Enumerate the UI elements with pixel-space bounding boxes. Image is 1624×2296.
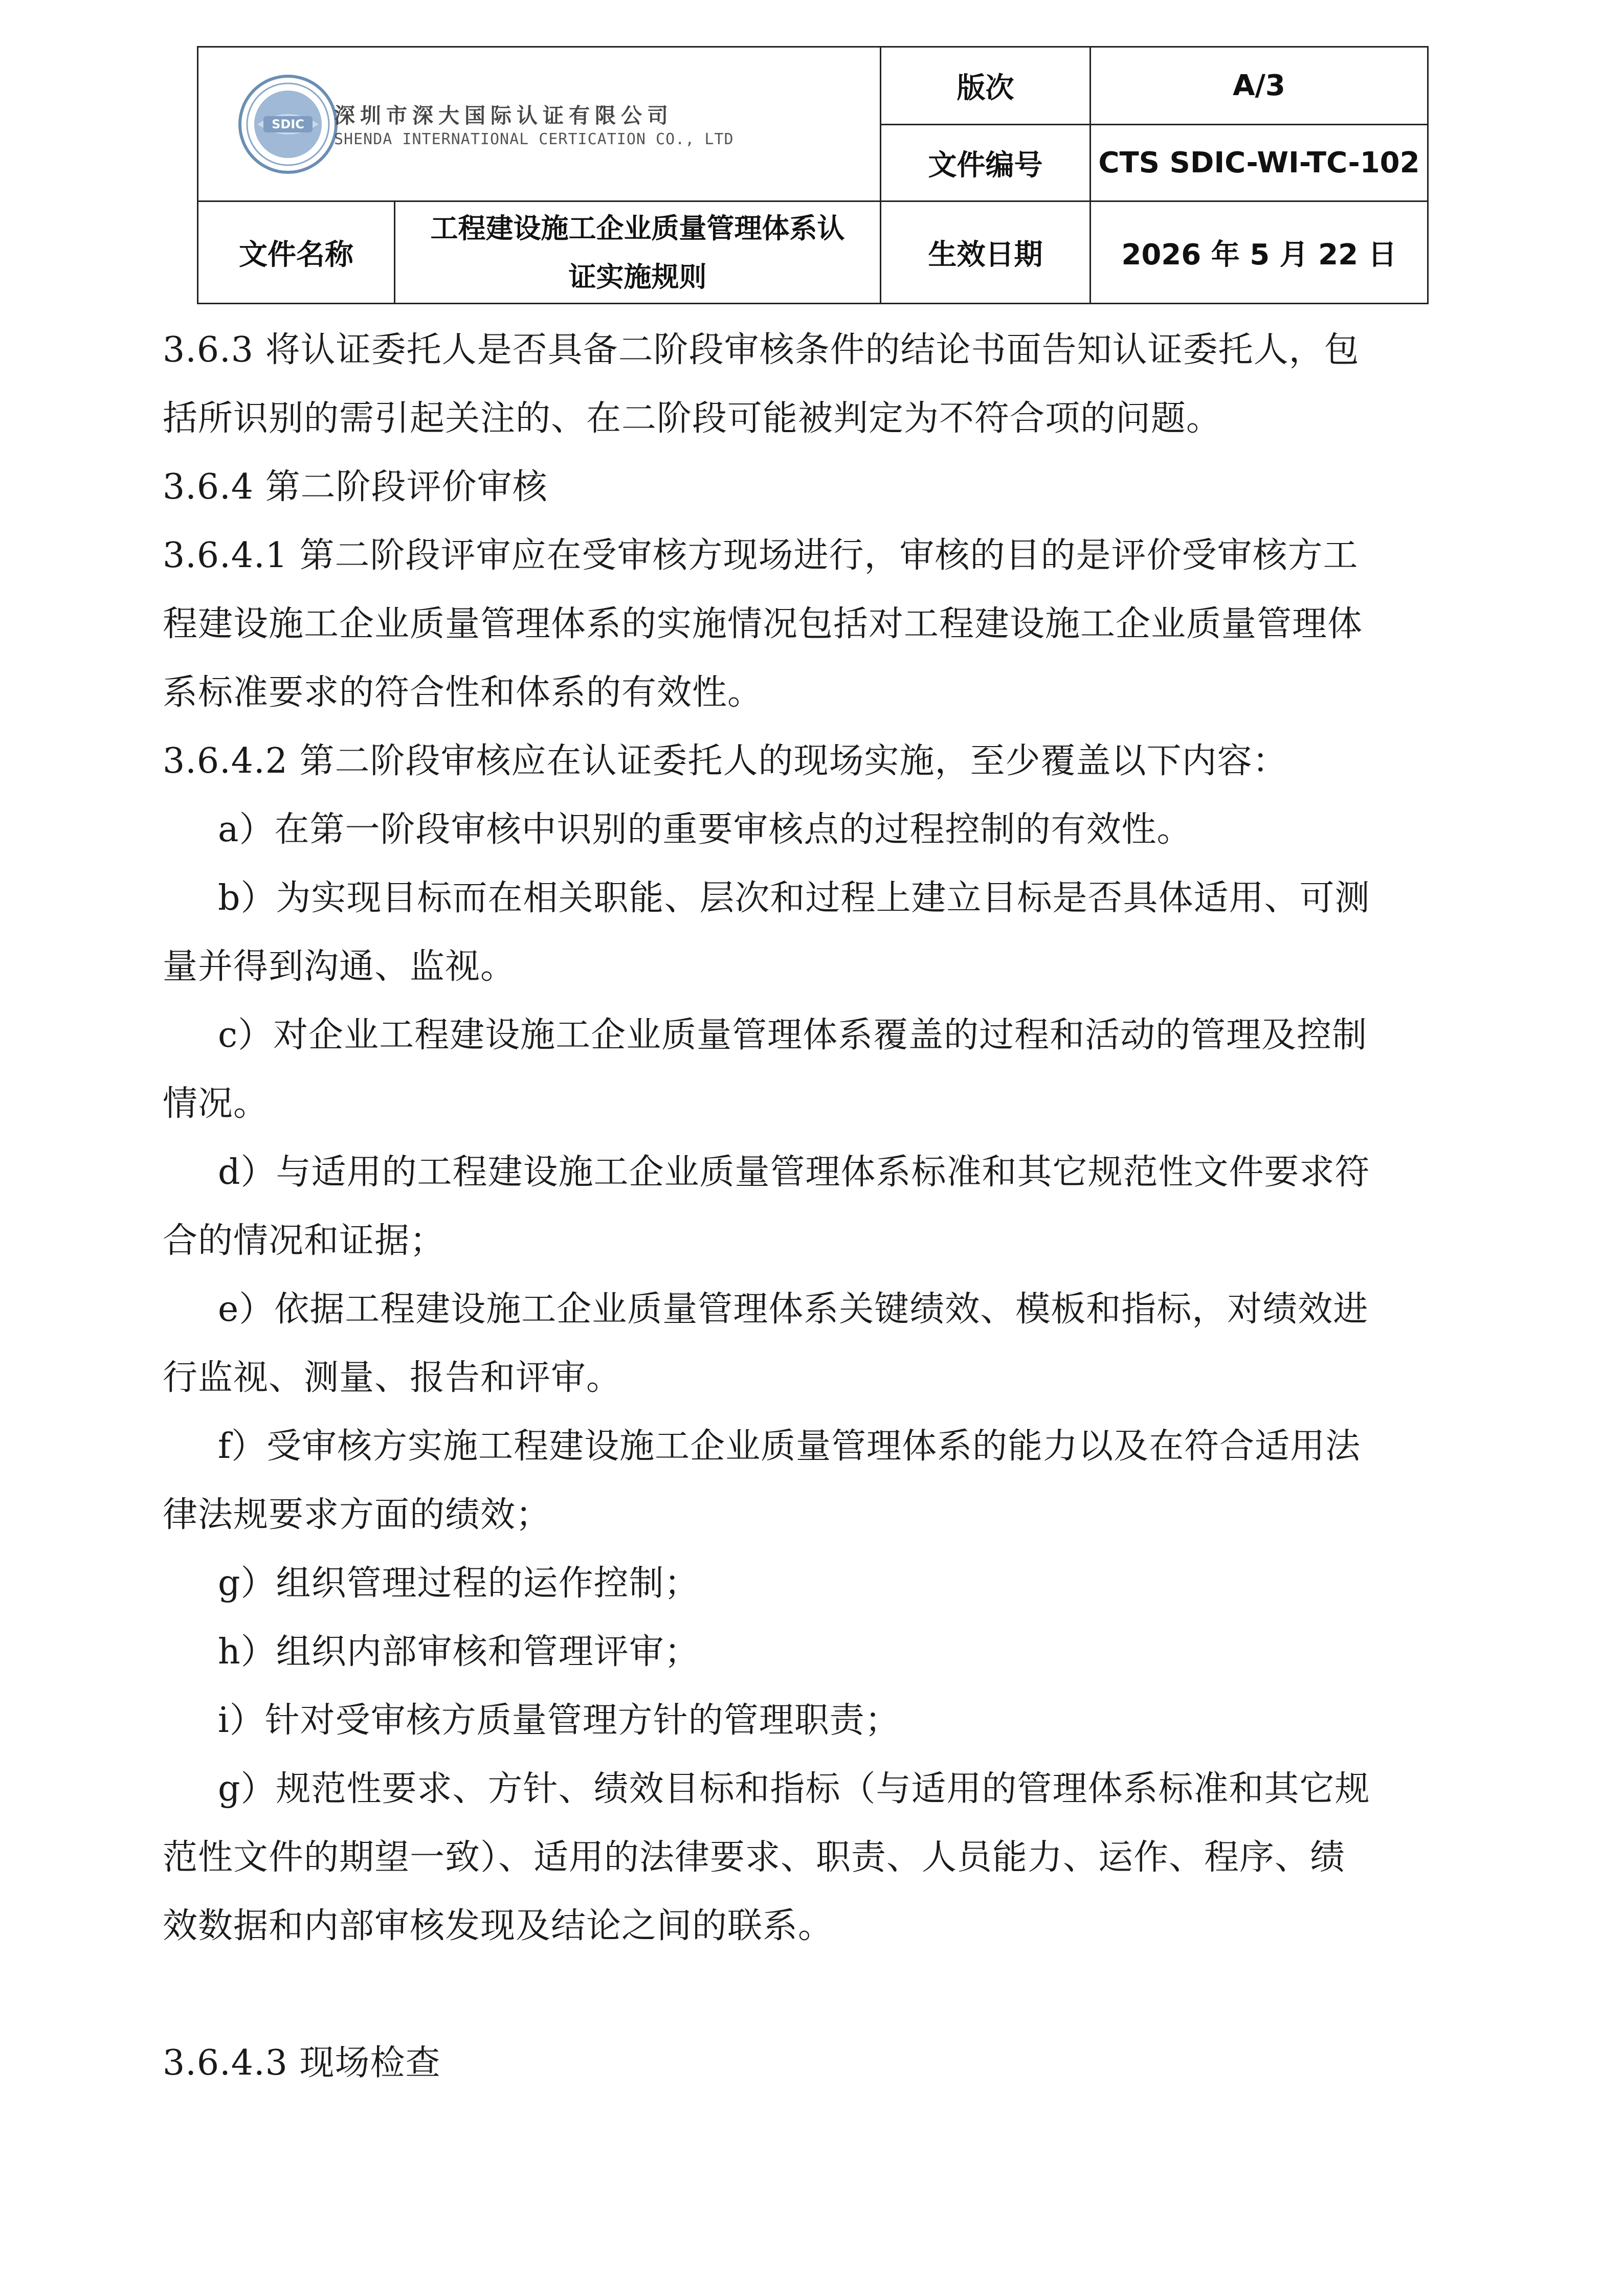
effective-date-value: 2026 年 5 月 22 日 bbox=[1091, 201, 1428, 304]
doc-name-line: 证实施规则 bbox=[568, 260, 707, 293]
list-item-continuation: 律法规要求方面的绩效； bbox=[163, 1495, 551, 1535]
list-item-continuation: 合的情况和证据； bbox=[163, 1221, 446, 1261]
version-value: A/3 bbox=[1091, 47, 1428, 125]
company-name-cn: 深圳市深大国际认证有限公司 bbox=[334, 103, 673, 128]
list-item: a）在第一阶段审核中识别的重要审核点的过程控制的有效性。 bbox=[218, 809, 1192, 850]
doc-name-label: 文件名称 bbox=[198, 201, 395, 304]
section-heading: 3.6.4.3 现场检查 bbox=[163, 2043, 441, 2083]
doc-name-line: 工程建设施工企业质量管理体系认 bbox=[430, 212, 845, 244]
list-item-continuation: 范性文件的期望一致）、适用的法律要求、职责、人员能力、运作、程序、绩 bbox=[163, 1837, 1346, 1878]
body-line: 系标准要求的符合性和体系的有效性。 bbox=[163, 672, 763, 713]
list-item: d）与适用的工程建设施工企业质量管理体系标准和其它规范性文件要求符 bbox=[218, 1152, 1370, 1192]
sdic-logo-icon bbox=[237, 73, 339, 175]
list-item: g）组织管理过程的运作控制； bbox=[218, 1563, 700, 1604]
logo-mark-text: SDIC bbox=[272, 117, 304, 131]
body-line: 3.6.3 将认证委托人是否具备二阶段审核条件的结论书面告知认证委托人，包 bbox=[163, 330, 1360, 370]
list-item-continuation: 效数据和内部审核发现及结论之间的联系。 bbox=[163, 1906, 834, 1946]
list-item-continuation: 量并得到沟通、监视。 bbox=[163, 947, 516, 987]
body-line: 括所识别的需引起关注的、在二阶段可能被判定为不符合项的问题。 bbox=[163, 398, 1222, 439]
body-line: 3.6.4.2 第二阶段审核应在认证委托人的现场实施，至少覆盖以下内容： bbox=[163, 741, 1288, 781]
list-item: e）依据工程建设施工企业质量管理体系关键绩效、模板和指标，对绩效进 bbox=[218, 1289, 1369, 1330]
company-logo bbox=[237, 73, 876, 181]
list-item: c）对企业工程建设施工企业质量管理体系覆盖的过程和活动的管理及控制 bbox=[218, 1015, 1368, 1055]
body-line: 程建设施工企业质量管理体系的实施情况包括对工程建设施工企业质量管理体 bbox=[163, 604, 1363, 644]
effective-date-label: 生效日期 bbox=[881, 201, 1091, 304]
doc-number-value: CTS SDIC-WI-TC-102 bbox=[1091, 125, 1428, 201]
doc-number-label: 文件编号 bbox=[881, 125, 1091, 201]
list-item: h）组织内部审核和管理评审； bbox=[218, 1632, 700, 1672]
document-header-table bbox=[197, 46, 1429, 304]
version-label: 版次 bbox=[881, 47, 1091, 125]
company-name-en: SHENDA INTERNATIONAL CERTICATION CO., LTD bbox=[334, 130, 734, 148]
list-item: i）针对受审核方质量管理方针的管理职责； bbox=[218, 1700, 900, 1741]
list-item: f）受审核方实施工程建设施工企业质量管理体系的能力以及在符合适用法 bbox=[218, 1426, 1361, 1467]
section-heading: 3.6.4 第二阶段评价审核 bbox=[163, 467, 548, 507]
company-logo-cell bbox=[198, 47, 881, 201]
list-item: g）规范性要求、方针、绩效目标和指标（与适用的管理体系标准和其它规 bbox=[218, 1769, 1370, 1809]
list-item: b）为实现目标而在相关职能、层次和过程上建立目标是否具体适用、可测 bbox=[218, 878, 1370, 918]
body-line: 3.6.4.1 第二阶段评审应在受审核方现场进行，审核的目的是评价受审核方工 bbox=[163, 535, 1359, 576]
document-body bbox=[163, 316, 1472, 2098]
list-item-continuation: 情况。 bbox=[163, 1084, 269, 1124]
doc-name-value bbox=[395, 201, 881, 304]
list-item-continuation: 行监视、测量、报告和评审。 bbox=[163, 1358, 622, 1398]
